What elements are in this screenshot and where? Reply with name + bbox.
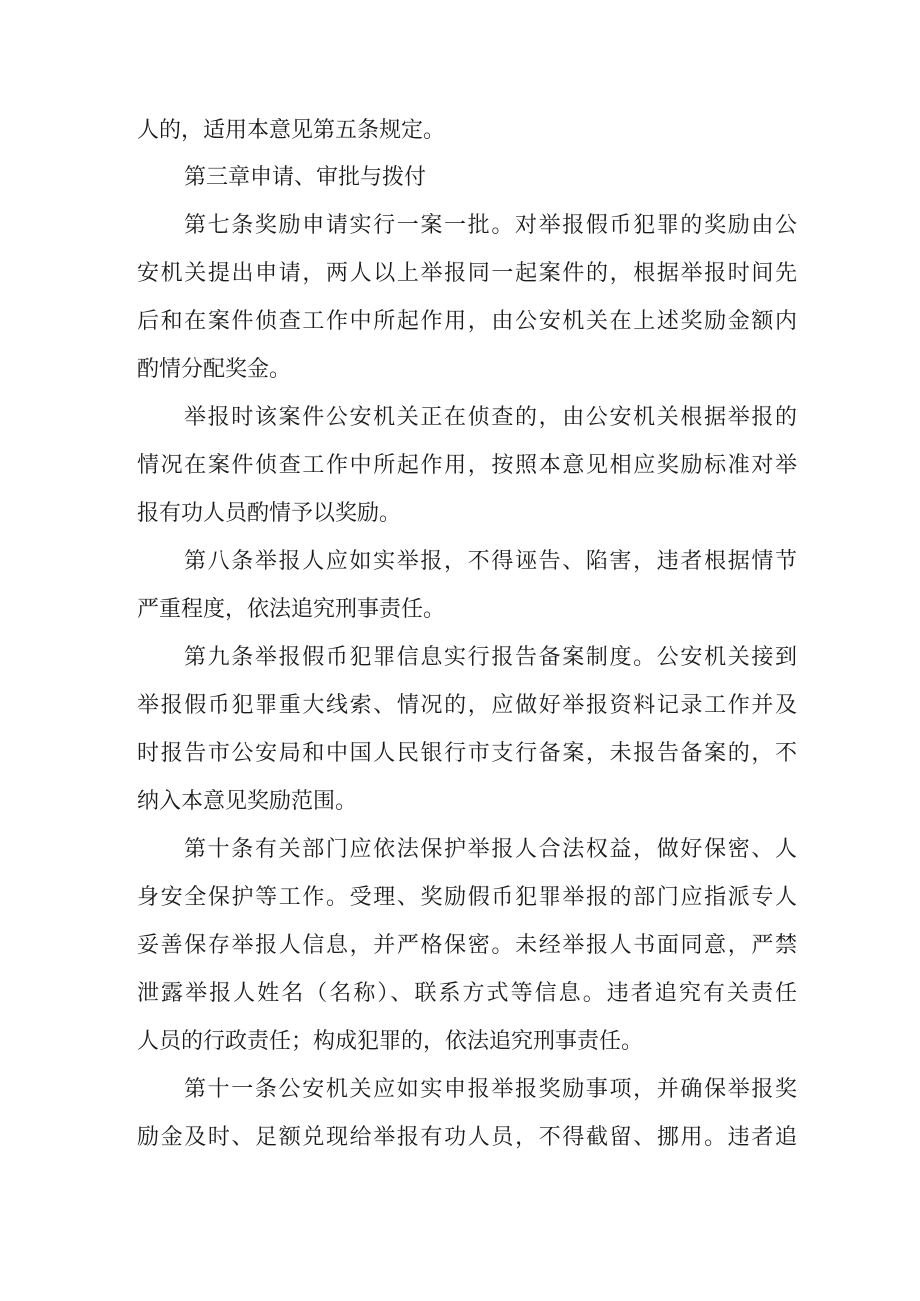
text-line: 报有功人员酌情予以奖励。 — [137, 501, 402, 526]
text-line: 举报假币犯罪重大线索、情况的，应做好举报资料记录工作并及 — [137, 693, 797, 718]
text-line: 第十一条公安机关应如实申报举报奖励事项，并确保举报奖 — [184, 1077, 797, 1102]
text-line: 第九条举报假币犯罪信息实行报告备案制度。公安机关接到 — [184, 645, 797, 670]
text-line: 第十条有关部门应依法保护举报人合法权益，做好保密、人 — [184, 837, 797, 862]
text-line: 情况在案件侦查工作中所起作用，按照本意见相应奖励标准对举 — [137, 453, 797, 478]
text-line: 人员的行政责任；构成犯罪的，依法追究刑事责任。 — [137, 1029, 644, 1054]
text-line: 后和在案件侦查工作中所起作用，由公安机关在上述奖励金额内 — [137, 309, 797, 334]
text-line: 举报时该案件公安机关正在侦查的，由公安机关根据举报的 — [184, 405, 797, 430]
text-line: 励金及时、足额兑现给举报有功人员，不得截留、挪用。违者追 — [137, 1125, 797, 1150]
text-line: 严重程度，依法追究刑事责任。 — [137, 597, 446, 622]
text-line: 酌情分配奖金。 — [137, 357, 292, 382]
text-line: 人的，适用本意见第五条规定。 — [137, 118, 446, 143]
text-line: 泄露举报人姓名（名称）、联系方式等信息。违者追究有关责任 — [137, 981, 797, 1006]
text-line: 时报告市公安局和中国人民银行市支行备案，未报告备案的，不 — [137, 741, 797, 766]
text-line: 纳入本意见奖励范围。 — [137, 789, 358, 814]
text-line: 妥善保存举报人信息，并严格保密。未经举报人书面同意，严禁 — [137, 933, 797, 958]
text-line: 第七条奖励申请实行一案一批。对举报假币犯罪的奖励由公 — [184, 213, 797, 238]
text-line: 安机关提出申请，两人以上举报同一起案件的，根据举报时间先 — [137, 261, 797, 286]
text-line: 身安全保护等工作。受理、奖励假币犯罪举报的部门应指派专人 — [137, 885, 797, 910]
text-line: 第八条举报人应如实举报，不得诬告、陷害，违者根据情节 — [184, 549, 797, 574]
chapter-heading: 第三章申请、审批与拨付 — [184, 165, 427, 190]
